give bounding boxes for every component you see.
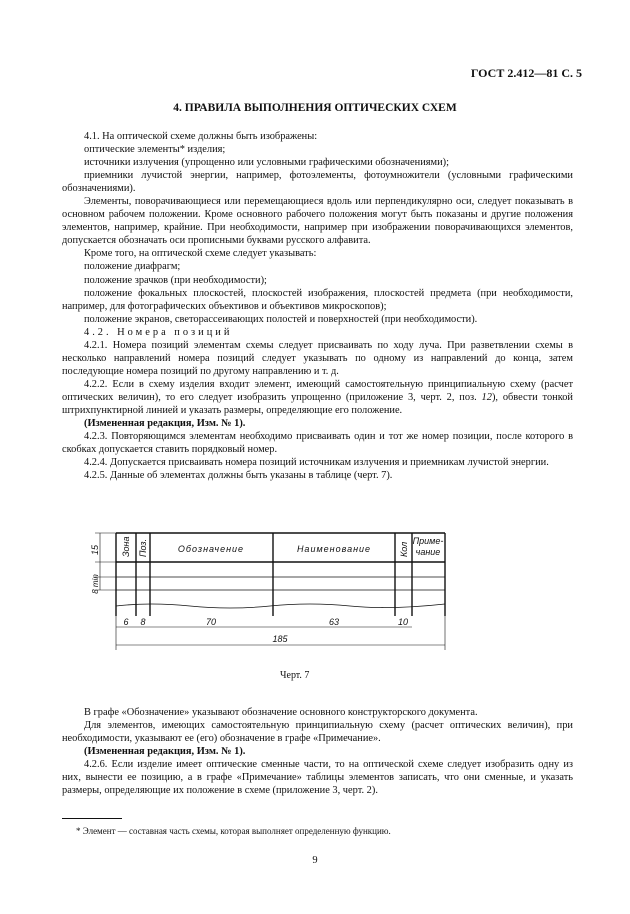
list-item-focal-planes: положение фокальных плоскостей, плоскостей изображения, плоскостей предмета (при необходимости, например, для фотографических объективов и объективов микроскопов); [62,287,573,312]
position-number: 12 [481,391,492,403]
list-item-radiation-sources: источники излучения (упрощенно или условными графическими обозначениями); [84,157,450,169]
figure-caption: Черт. 7 [280,670,310,681]
paragraph-4-2-5: 4.2.5. Данные об элементах должны быть указаны в таблице (черт. 7). [84,470,393,482]
section-title: 4. ПРАВИЛА ВЫПОЛНЕНИЯ ОПТИЧЕСКИХ СХЕМ [173,102,457,114]
footnote-separator [62,818,122,819]
page-number: 9 [312,855,318,866]
paragraph-4-2-6: 4.2.6. Если изделие имеет оптические сменные части, то на оптической схеме следует изобразить одну из них, вынести ее позицию, а в графе «Примечание» таблицы элементов записать, что они сменные, и указать размеры, определяющие их положение в схеме (приложение 3, черт. 2). [62,759,573,797]
dim-zone-width: 6 [123,617,129,627]
subsection-4-2-title: 4.2. Номера позиций [84,326,233,338]
column-designation: Обозначение [177,544,245,554]
list-item-diaphragms: положение диафрагм; [84,261,181,273]
dim-name-width: 63 [328,617,340,627]
paragraph-4-2-2-part1: 4.2.2. Если в схему изделия входит элемент, имеющий самостоятельную принципиальную схему (расчет оптических величин), то его следует изобразить упрощенно (приложение 3, черт. 2, поз. [62,378,573,403]
list-item-optical-elements: оптические элементы* изделия; [84,144,226,156]
dim-header-height: 15 [90,544,100,556]
document-code: ГОСТ 2.412—81 С. 5 [470,66,582,80]
paragraph-4-2-4: 4.2.4. Допускается присваивать номера позиций источникам излучения и приемникам лучистой энергии. [84,457,549,469]
paragraph-elements-position: Элементы, поворачивающиеся или перемещающиеся вдоль или перпендикулярно оси, следует показывать в основном рабочем положении. Кроме основного рабочего положения могут быть показаны и другие положения элементов, например, крайние. При необходимости, например при изображении поворачивающихся элементов, допускается обозначать оси прописными буквами русского алфавита. [62,196,573,247]
paragraph-4-2-1: 4.2.1. Номера позиций элементам схемы следует присваивать по ходу луча. При разветвлении схемы в несколько направлений номера позиций следует указывать по одному из направлений до конца, затем последующие номера позиций по другому направлению и т. д. [62,339,573,377]
table-drawing [90,530,470,660]
amendment-note: (Измененная редакция, Изм. № 1). [84,418,246,430]
amendment-note-2: (Измененная редакция, Изм. № 1). [84,746,246,758]
paragraph-4-2-3: 4.2.3. Повторяющимся элементам необходимо присваивать один и тот же номер позиции, после которого в скобках допускается ставить порядковый номер. [62,431,573,456]
column-position: Поз. [138,538,148,557]
column-note-line1: Приме- [412,536,444,546]
dim-row-height: 8 min [91,574,100,594]
column-name: Наименование [296,544,372,554]
dim-quantity-width: 10 [397,617,409,627]
list-item-pupils: положение зрачков (при необходимости); [84,274,267,286]
column-quantity: Кол [399,541,409,557]
paragraph-4-2-2 [62,378,573,417]
paragraph-also-indicate: Кроме того, на оптической схеме следует указывать: [84,248,317,260]
column-zone: Зона [121,536,131,557]
paragraph-note-column: Для элементов, имеющих самостоятельную принципиальную схему (расчет оптических величин), при необходимости, указывают ее (его) обозначение в графе «Примечание». [62,720,573,745]
list-item-screens: положение экранов, светорассеивающих полостей и поверхностей (при необходимости). [84,313,478,325]
paragraph-designation-column: В графе «Обозначение» указывают обозначение основного конструкторского документа. [84,707,478,718]
paragraph-4-1: 4.1. На оптической схеме должны быть изображены: [84,131,318,142]
dim-total-width: 185 [272,634,288,644]
section-body-lower [62,706,573,797]
section-body-upper [62,130,573,482]
dim-position-width: 8 [140,617,146,627]
list-item-receivers: приемники лучистой энергии, например, фотоэлементы, фотоумножители (условными графическими обозначениями). [62,170,573,195]
dim-designation-width: 70 [205,617,217,627]
footnote: * Элемент — составная часть схемы, которая выполняет определенную функцию. [76,826,391,836]
column-note-line2: чание [415,547,441,557]
paragraph-4-2-2-part2: ), обвести тонкой штрихпунктирной линией и указать размеры, определяющие его положение. [62,391,573,416]
